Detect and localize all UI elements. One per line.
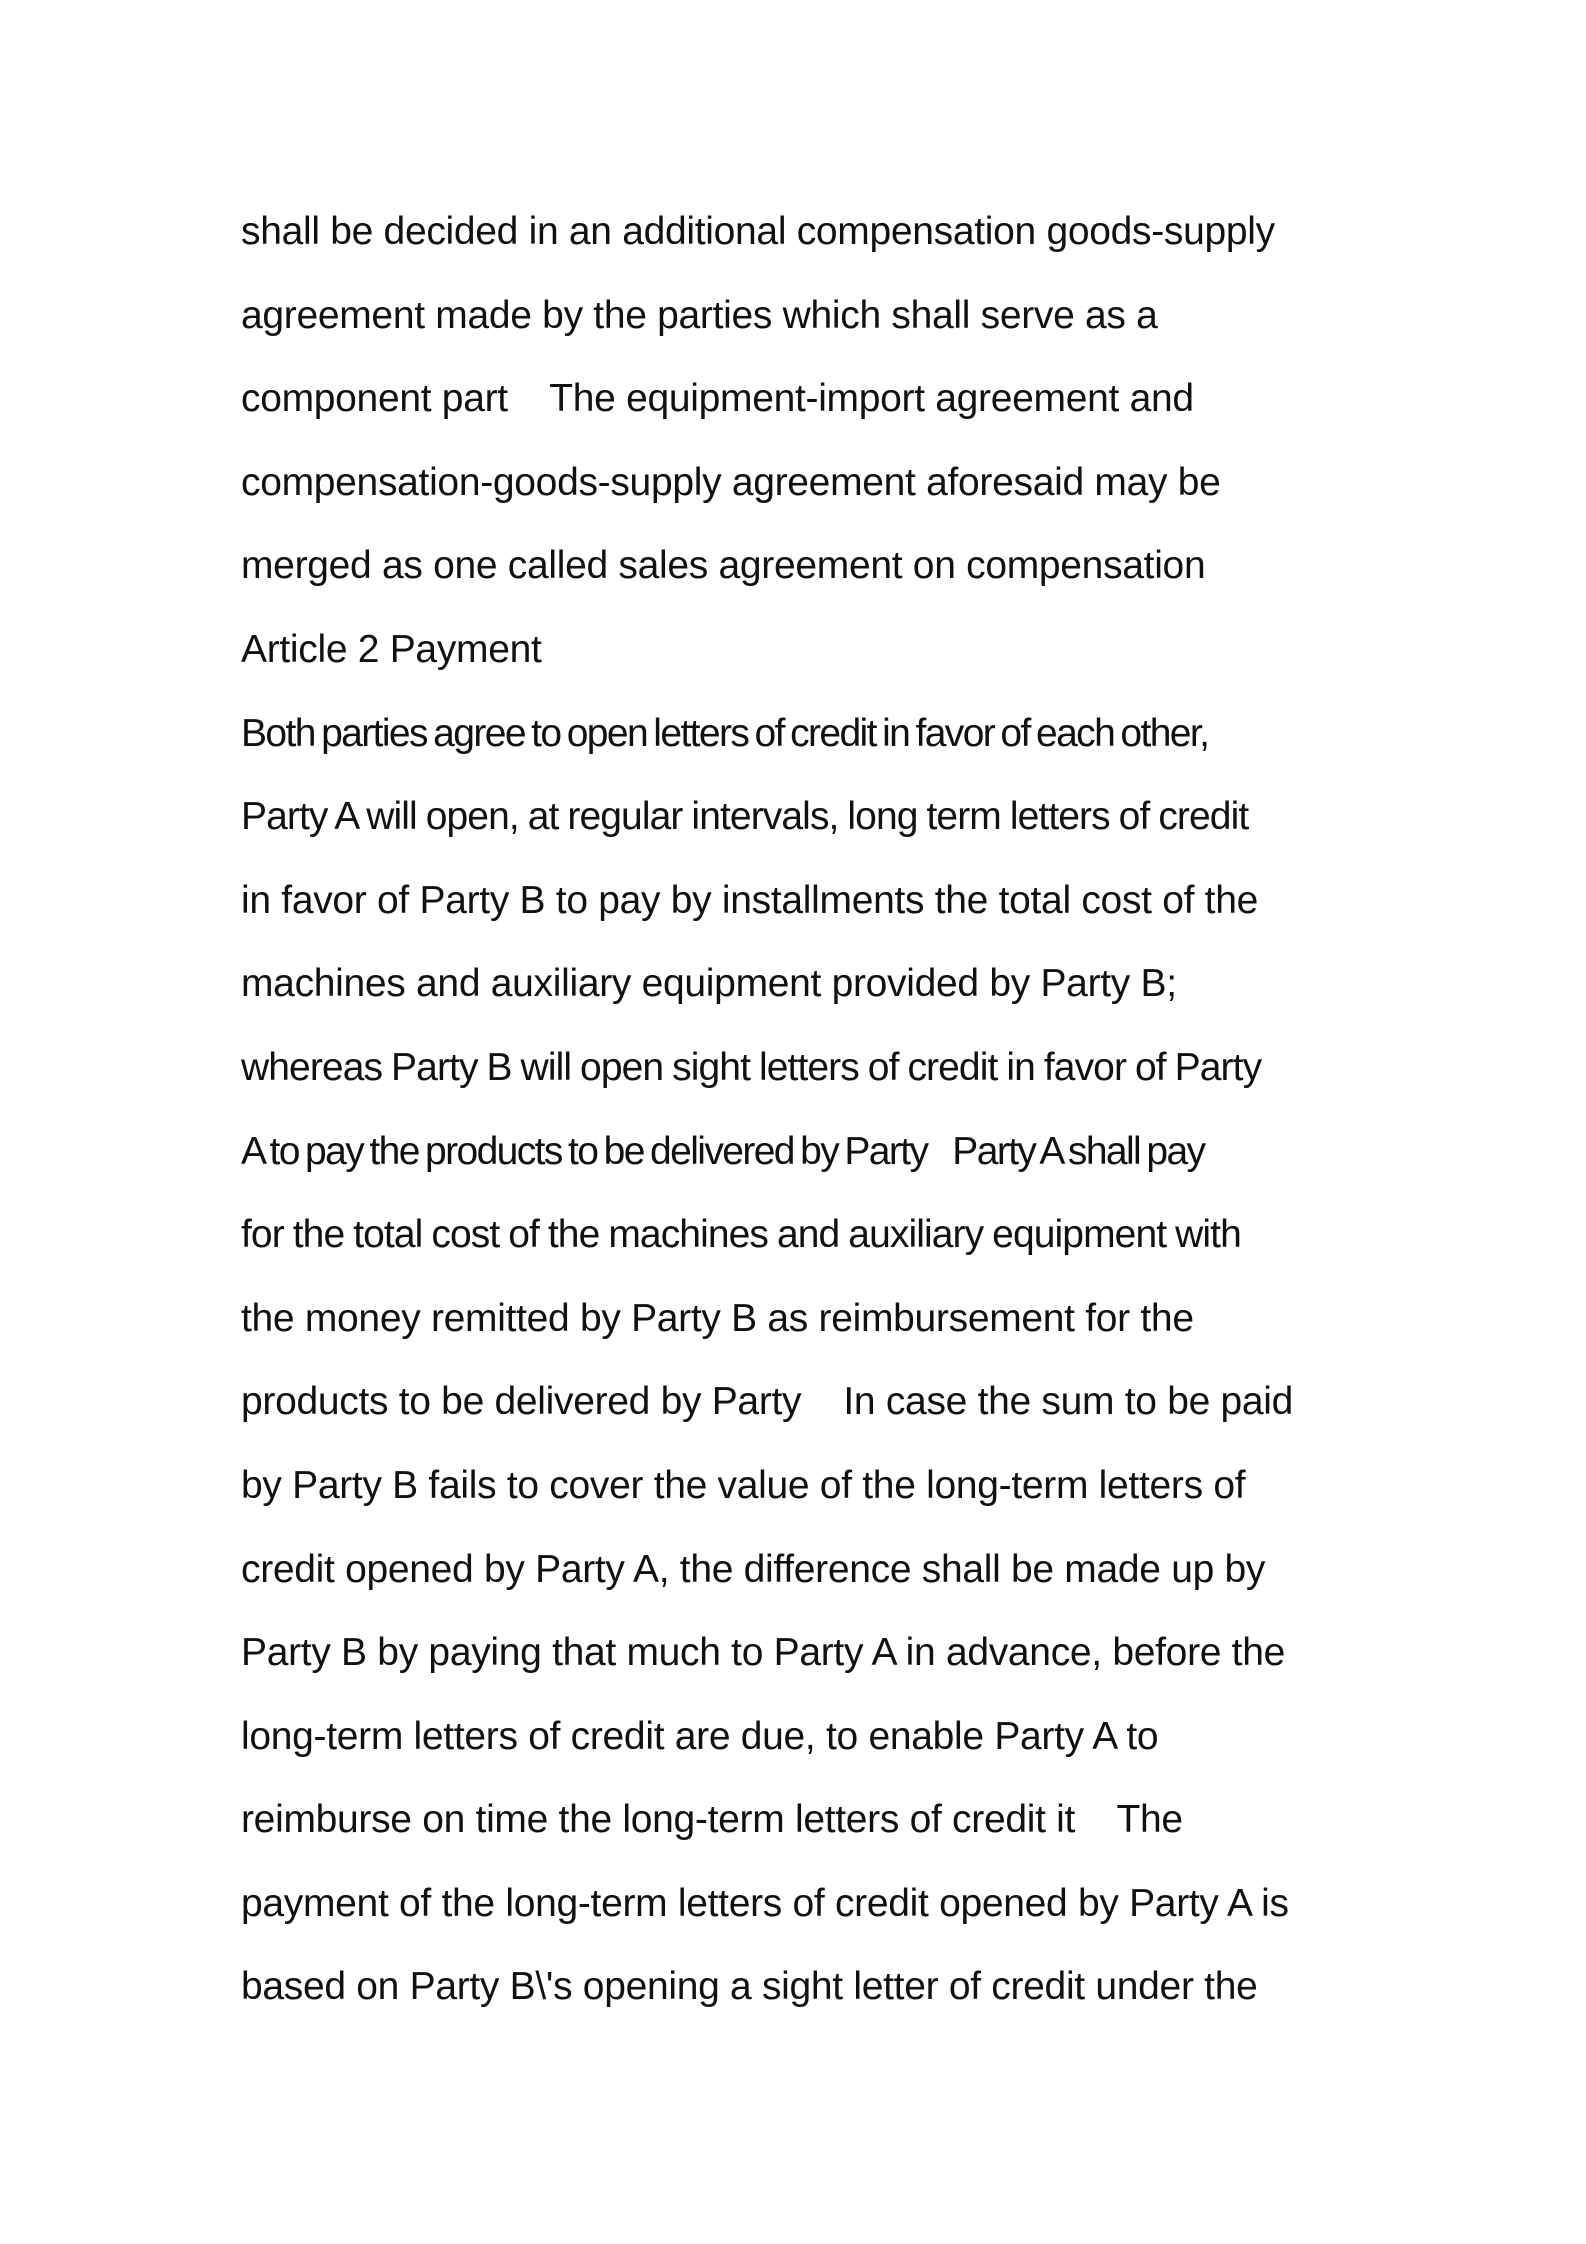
text-line: the money remitted by Party B as reimbursement for the	[241, 1296, 1194, 1340]
text-line: by Party B fails to cover the value of the long-term letters of	[241, 1463, 1246, 1507]
text-line: A to pay the products to be delivered by Party Party A shall pay	[241, 1129, 1205, 1173]
text-line: long-term letters of credit are due, to enable Party A to	[241, 1714, 1159, 1758]
text-line: credit opened by Party A, the difference shall be made up by	[241, 1547, 1266, 1591]
text-line: Party A will open, at regular intervals, long term letters of credit	[241, 795, 1249, 839]
text-line: shall be decided in an additional compensation goods-supply	[241, 210, 1275, 253]
text-line: products to be delivered by Party In case the sum to be paid	[241, 1380, 1294, 1424]
article-heading: Article 2 Payment	[241, 627, 542, 671]
text-line: in favor of Party B to pay by installments the total cost of the	[241, 878, 1258, 922]
text-line: for the total cost of the machines and auxiliary equipment with	[241, 1213, 1241, 1257]
text-line: machines and auxiliary equipment provided by Party B;	[241, 962, 1177, 1006]
text-line: payment of the long-term letters of credit opened by Party A is	[241, 1881, 1289, 1925]
text-line: agreement made by the parties which shall serve as a	[241, 293, 1158, 337]
text-line: reimburse on time the long-term letters of credit it The	[241, 1798, 1183, 1842]
text-line: Both parties agree to open letters of credit in favor of each other,	[241, 711, 1209, 755]
text-line: component part The equipment-import agreement and	[241, 377, 1194, 421]
text-line: Party B by paying that much to Party A in advance, before the	[241, 1631, 1285, 1675]
text-line: merged as one called sales agreement on compensation	[241, 544, 1206, 588]
text-line: compensation-goods-supply agreement aforesaid may be	[241, 460, 1221, 504]
text-line: whereas Party B will open sight letters of credit in favor of Party	[241, 1045, 1262, 1089]
body-text	[241, 200, 1391, 2039]
text-line: based on Party B\'s opening a sight letter of credit under the	[241, 1965, 1258, 2009]
